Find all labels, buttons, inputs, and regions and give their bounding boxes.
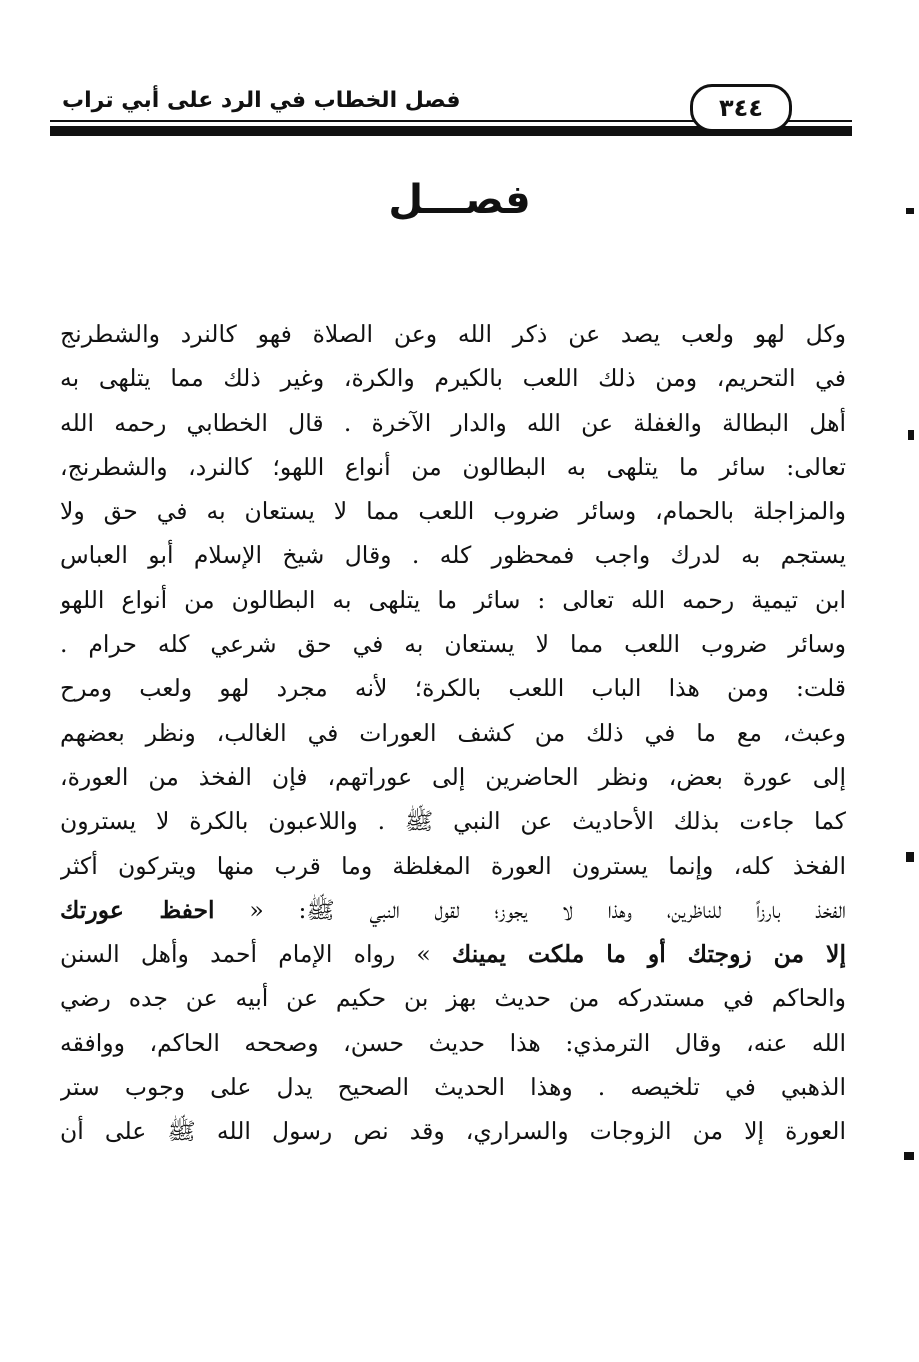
scan-edge-mark: [908, 430, 914, 440]
text-line: كما جاءت بذلك الأحاديث عن النبي ﷺ . واللاعبون بالكرة لا يسترون: [60, 807, 846, 836]
text-line: الله عنه، وقال الترمذي: هذا حديث حسن، وصححه الحاكم، ووافقه: [60, 1028, 846, 1057]
text-line: والمزاجلة بالحمام، وسائر ضروب اللعب مما لا يستعان به في حق ولا: [60, 497, 846, 526]
text-line: العورة إلا من الزوجات والسراري، وقد نص رسول الله ﷺ على أن: [60, 1117, 846, 1146]
section-heading: فصـــل: [388, 177, 531, 223]
text-line: قلت: ومن هذا الباب اللعب بالكرة؛ لأنه مجرد لهو ولعب ومرح: [60, 674, 846, 703]
hadith-text-part-1: احفظ عورتك: [60, 895, 215, 924]
scan-edge-mark: [906, 208, 914, 214]
text-line: تعالى: سائر ما يتلهى به البطالون من أنواع اللهو؛ كالنرد، والشطرنج،: [60, 452, 846, 481]
page-number-box: [690, 84, 792, 132]
hadith-intro: الفخذ بارزاً للناظرين، وهذا لا يجوز؛ لقول النبي ﷺ: «: [249, 895, 846, 924]
text-line: إلى عورة بعض، ونظر الحاضرين إلى عوراتهم، فإن الفخذ من العورة،: [60, 762, 846, 791]
hadith-line-1: [60, 888, 846, 932]
hadith-citation: » رواه الإمام أحمد وأهل السنن: [60, 940, 431, 969]
scan-edge-mark: [906, 852, 914, 862]
text-line: يستجم به لدرك واجب فمحظور كله . وقال شيخ الإسلام أبو العباس: [60, 541, 846, 570]
text-line: أهل البطالة والغفلة عن الله والدار الآخرة . قال الخطابي رحمه الله: [60, 408, 846, 437]
text-line: والحاكم في مستدركه من حديث بهز بن حكيم عن أبيه عن جده رضي: [60, 984, 846, 1013]
text-line: وعبث، مع ما في ذلك من كشف العورات في الغالب، ونظر بعضهم: [60, 718, 846, 747]
text-line: في التحريم، ومن ذلك اللعب بالكيرم والكرة، وغير ذلك مما يتلهى به: [60, 364, 846, 393]
book-title: فصل الخطاب في الرد على أبي تراب: [62, 88, 461, 113]
body-text: [60, 312, 846, 1154]
running-header: [50, 70, 852, 160]
text-line: وكل لهو ولعب يصد عن ذكر الله وعن الصلاة فهو كالنرد والشطرنج: [60, 320, 846, 348]
hadith-line-2: [60, 932, 846, 976]
text-line: الذهبي في تلخيصه . وهذا الحديث الصحيح يدل على وجوب ستر: [60, 1073, 846, 1102]
text-line: الفخذ كله، وإنما يسترون العورة المغلظة وما قرب منها ويتركون أكثر: [60, 851, 846, 880]
page-number: ٣٤٤: [719, 94, 763, 122]
text-line: ابن تيمية رحمه الله تعالى : سائر ما يتلهى به البطالون من أنواع اللهو: [60, 585, 846, 614]
hadith-text-part-2: إلا من زوجتك أو ما ملكت يمينك: [451, 940, 846, 969]
scan-edge-mark: [904, 1152, 914, 1160]
text-line: وسائر ضروب اللعب مما لا يستعان به في حق شرعي كله حرام .: [60, 630, 846, 659]
